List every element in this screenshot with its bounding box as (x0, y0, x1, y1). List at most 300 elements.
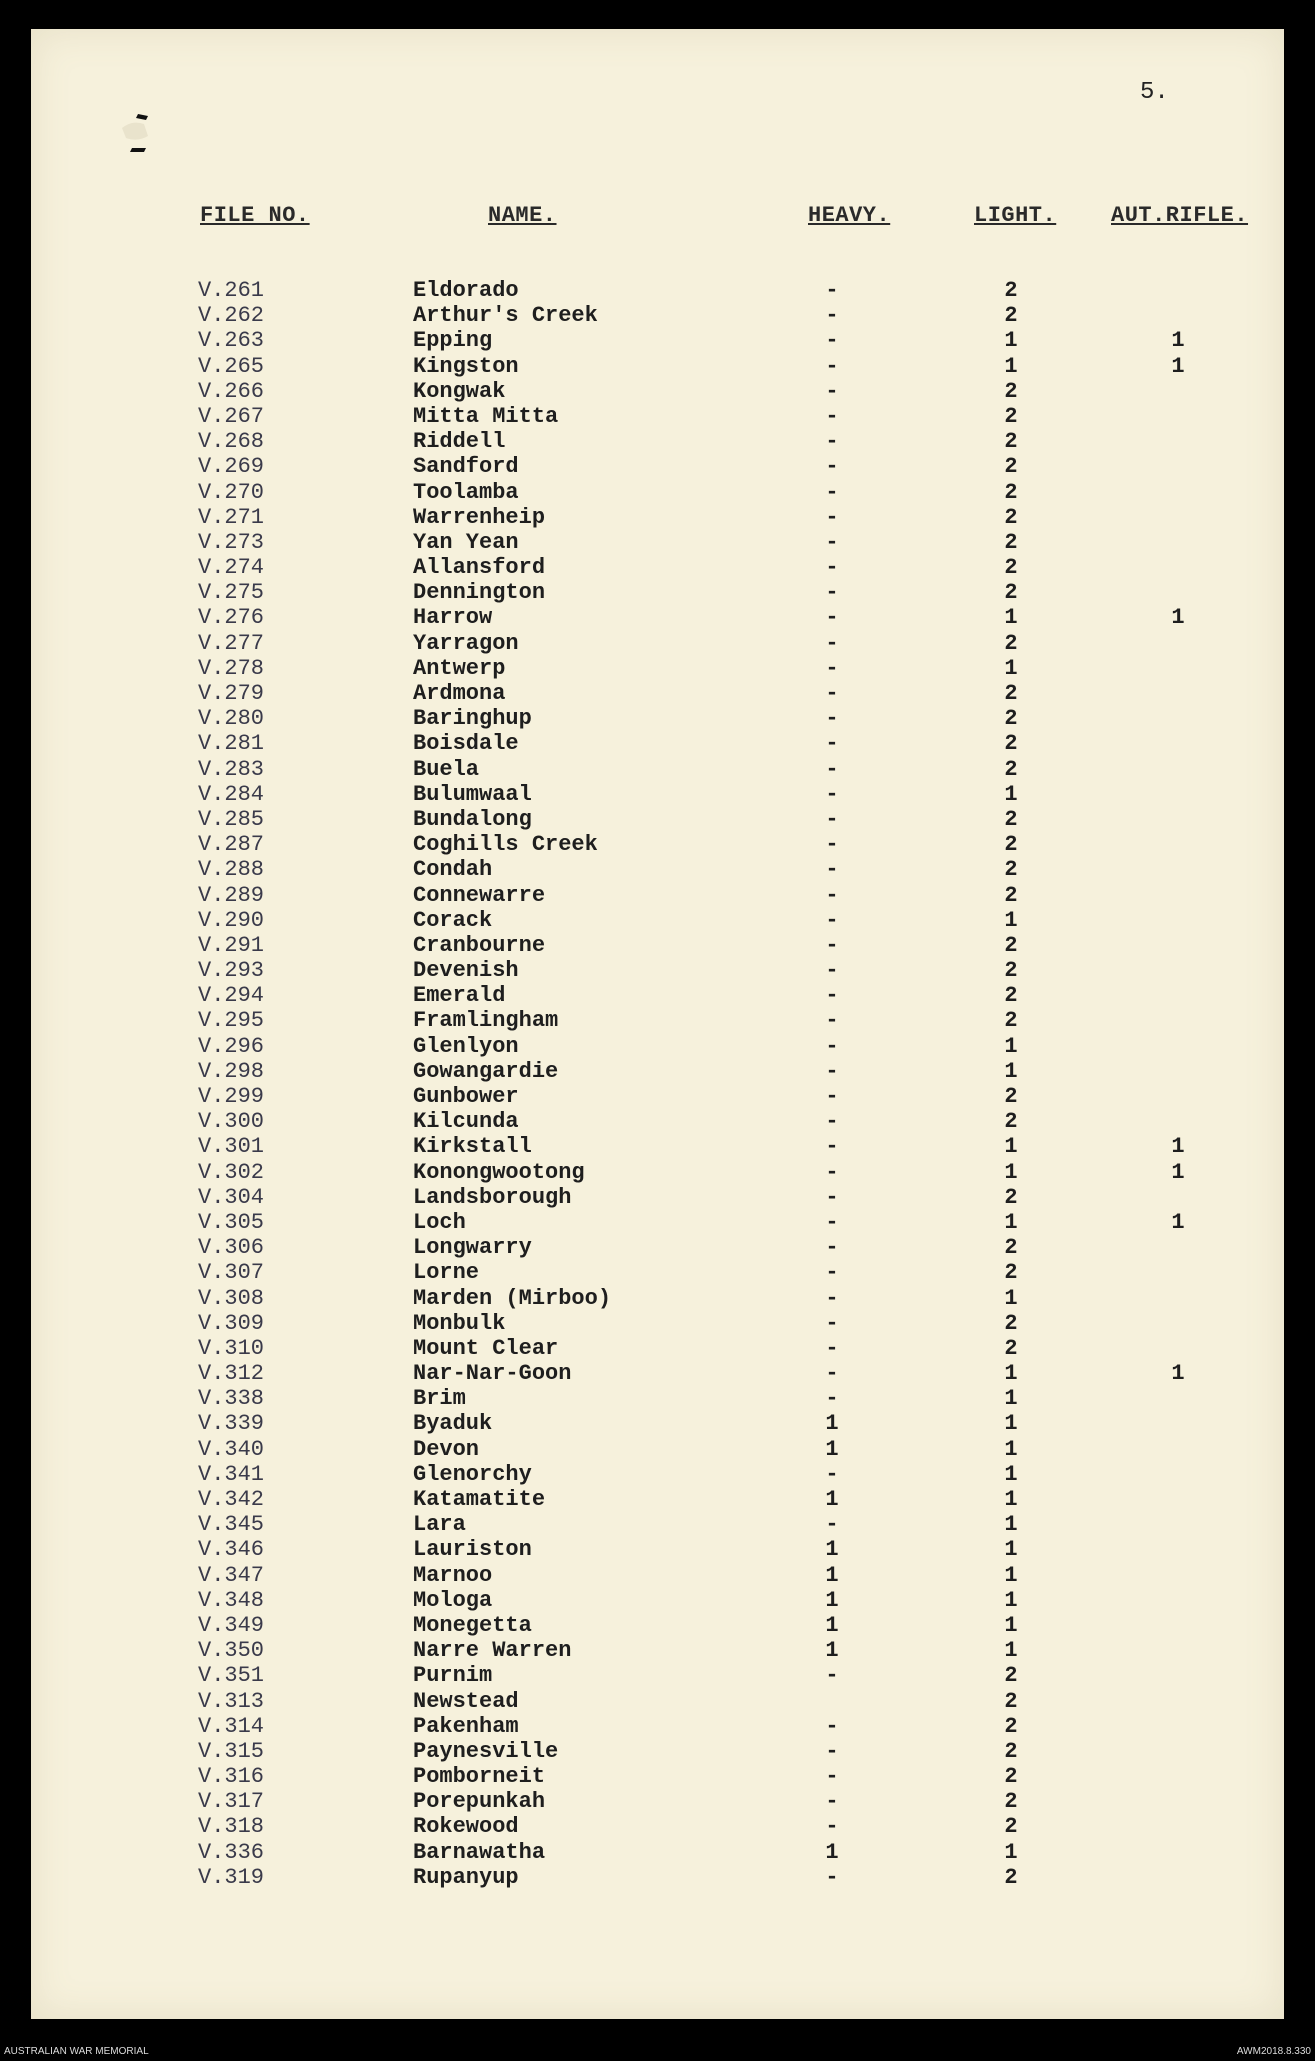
cell-heavy: - (825, 1260, 839, 1286)
cell-file-no: V.300 (198, 1109, 265, 1135)
cell-heavy: - (825, 454, 839, 480)
footer-left: AUSTRALIAN WAR MEMORIAL (4, 2046, 149, 2057)
cell-light: 2 (1004, 882, 1018, 908)
table-row (0, 354, 1315, 379)
cell-file-no: V.294 (198, 983, 265, 1009)
table-row (0, 1865, 1315, 1890)
cell-heavy: 1 (825, 1638, 839, 1664)
cell-file-no: V.348 (198, 1587, 265, 1613)
cell-name: Marden (Mirboo) (413, 1285, 612, 1311)
cell-file-no: V.280 (198, 706, 265, 732)
cell-file-no: V.309 (198, 1310, 265, 1336)
cell-light: 2 (1004, 378, 1018, 404)
cell-file-no: V.350 (198, 1638, 265, 1664)
cell-name: Lara (413, 1512, 466, 1538)
cell-file-no: V.279 (198, 681, 265, 706)
cell-light: 2 (1004, 479, 1018, 505)
table-row (0, 807, 1315, 832)
cell-name: Longwarry (413, 1235, 532, 1261)
cell-heavy: - (825, 1361, 839, 1387)
cell-heavy: 1 (825, 1436, 839, 1462)
cell-light: 1 (1004, 907, 1018, 933)
cell-file-no: V.271 (198, 504, 265, 530)
cell-file-no: V.351 (198, 1663, 265, 1689)
cell-file-no: V.341 (198, 1461, 265, 1487)
cell-file-no: V.336 (198, 1839, 265, 1865)
cell-name: Corack (413, 907, 493, 933)
cell-file-no: V.342 (198, 1487, 265, 1512)
table-row (0, 731, 1315, 756)
table-row (0, 1814, 1315, 1839)
cell-file-no: V.262 (198, 303, 265, 329)
cell-name: Harrow (413, 605, 493, 631)
cell-heavy: - (825, 555, 839, 581)
cell-file-no: V.304 (198, 1184, 265, 1210)
table-row (0, 1386, 1315, 1411)
cell-name: Narre Warren (413, 1638, 572, 1664)
cell-light: 1 (1004, 1537, 1018, 1563)
table-row (0, 278, 1315, 303)
table-row (0, 656, 1315, 681)
cell-file-no: V.263 (198, 328, 265, 354)
cell-file-no: V.313 (198, 1688, 265, 1714)
table-row (0, 1411, 1315, 1436)
cell-name: Marnoo (413, 1562, 493, 1588)
cell-file-no: V.349 (198, 1612, 265, 1638)
table-row (0, 580, 1315, 605)
cell-file-no: V.268 (198, 429, 265, 455)
cell-light: 2 (1004, 731, 1018, 757)
cell-light: 1 (1004, 1612, 1018, 1638)
cell-name: Lorne (413, 1260, 480, 1286)
cell-light: 2 (1004, 1109, 1018, 1135)
table-row (0, 1311, 1315, 1336)
cell-name: Katamatite (413, 1487, 546, 1512)
cell-heavy: 1 (825, 1537, 839, 1563)
cell-light: 1 (1004, 1386, 1018, 1412)
cell-name: Glenorchy (413, 1461, 532, 1487)
punch-hole-mark (118, 112, 162, 168)
cell-file-no: V.306 (198, 1235, 265, 1261)
table-row (0, 303, 1315, 328)
header-name: NAME. (488, 203, 557, 228)
cell-name: Nar-Nar-Goon (413, 1361, 572, 1387)
cell-heavy: - (825, 1864, 839, 1890)
cell-light: 2 (1004, 958, 1018, 984)
cell-file-no: V.307 (198, 1260, 265, 1286)
header-aut-rifle: AUT.RIFLE. (1111, 203, 1249, 228)
cell-light: 2 (1004, 1008, 1018, 1034)
cell-file-no: V.347 (198, 1562, 265, 1588)
cell-file-no: V.284 (198, 781, 265, 807)
cell-file-no: V.277 (198, 630, 265, 656)
cell-name: Landsborough (413, 1184, 572, 1210)
cell-light: 2 (1004, 1764, 1018, 1790)
cell-file-no: V.346 (198, 1537, 265, 1563)
cell-light: 1 (1004, 1033, 1018, 1059)
cell-light: 2 (1004, 504, 1018, 530)
cell-name: Kirkstall (413, 1134, 532, 1160)
cell-light: 2 (1004, 303, 1018, 329)
cell-name: Yan Yean (413, 529, 519, 555)
table-row (0, 1613, 1315, 1638)
table-row (0, 757, 1315, 782)
cell-file-no: V.312 (198, 1361, 265, 1387)
cell-heavy: - (825, 1663, 839, 1689)
header-light: LIGHT. (974, 203, 1057, 228)
header-heavy: HEAVY. (808, 203, 891, 228)
cell-heavy: - (825, 429, 839, 455)
cell-name: Pakenham (413, 1713, 519, 1739)
cell-heavy: - (825, 328, 839, 354)
cell-name: Allansford (413, 555, 546, 581)
cell-aut-rifle: 1 (1171, 1134, 1185, 1160)
cell-file-no: V.295 (198, 1008, 265, 1034)
cell-light: 1 (1004, 605, 1018, 631)
page-number: 5. (1140, 79, 1169, 106)
cell-file-no: V.318 (198, 1814, 265, 1840)
cell-heavy: - (825, 1008, 839, 1034)
cell-name: Cranbourne (413, 932, 546, 958)
cell-heavy: - (825, 403, 839, 429)
cell-light: 2 (1004, 1663, 1018, 1689)
cell-light: 1 (1004, 1562, 1018, 1588)
table-row (0, 958, 1315, 983)
cell-name: Ardmona (413, 681, 506, 706)
cell-name: Coghills Creek (413, 832, 598, 858)
cell-file-no: V.338 (198, 1386, 265, 1412)
cell-aut-rifle: 1 (1171, 605, 1185, 631)
table-row (0, 1789, 1315, 1814)
header-file-no: FILE NO. (200, 203, 310, 228)
cell-heavy: - (825, 857, 839, 883)
cell-aut-rifle: 1 (1171, 1159, 1185, 1185)
cell-name: Barnawatha (413, 1839, 546, 1865)
table-row (0, 379, 1315, 404)
cell-file-no: V.288 (198, 857, 265, 883)
cell-light: 1 (1004, 1512, 1018, 1538)
cell-light: 1 (1004, 1839, 1018, 1865)
table-row (0, 1160, 1315, 1185)
table-row (0, 908, 1315, 933)
cell-name: Bundalong (413, 806, 532, 832)
cell-light: 2 (1004, 756, 1018, 782)
cell-light: 2 (1004, 706, 1018, 732)
cell-name: Antwerp (413, 655, 506, 681)
cell-heavy: - (825, 580, 839, 606)
cell-heavy: 1 (825, 1612, 839, 1638)
cell-heavy: - (825, 1738, 839, 1764)
table-row (0, 681, 1315, 706)
cell-light: 1 (1004, 655, 1018, 681)
cell-light: 2 (1004, 580, 1018, 606)
cell-light: 2 (1004, 1235, 1018, 1261)
table-row (0, 1537, 1315, 1562)
cell-file-no: V.273 (198, 529, 265, 555)
cell-heavy: - (825, 1461, 839, 1487)
cell-light: 2 (1004, 1260, 1018, 1286)
cell-heavy: - (825, 605, 839, 631)
cell-heavy: 1 (825, 1411, 839, 1437)
cell-name: Devenish (413, 958, 519, 984)
cell-light: 2 (1004, 1738, 1018, 1764)
cell-heavy: - (825, 1814, 839, 1840)
table-row (0, 1210, 1315, 1235)
cell-name: Pomborneit (413, 1764, 546, 1790)
cell-heavy: - (825, 1310, 839, 1336)
cell-heavy: - (825, 1285, 839, 1311)
cell-name: Paynesville (413, 1738, 559, 1764)
cell-file-no: V.290 (198, 907, 265, 933)
cell-name: Monegetta (413, 1612, 532, 1638)
cell-name: Purnim (413, 1663, 493, 1689)
cell-heavy: - (825, 1134, 839, 1160)
cell-light: 2 (1004, 1084, 1018, 1109)
cell-file-no: V.274 (198, 555, 265, 581)
cell-heavy: - (825, 806, 839, 832)
cell-heavy: - (825, 832, 839, 858)
cell-name: Condah (413, 857, 493, 883)
table-row (0, 631, 1315, 656)
table-row (0, 1689, 1315, 1714)
cell-light: 1 (1004, 353, 1018, 379)
cell-aut-rifle: 1 (1171, 353, 1185, 379)
cell-heavy: - (825, 1789, 839, 1815)
cell-file-no: V.281 (198, 731, 265, 757)
cell-heavy: - (825, 504, 839, 530)
cell-name: Gowangardie (413, 1058, 559, 1084)
cell-heavy: 1 (825, 1562, 839, 1588)
table-row (0, 1260, 1315, 1285)
table-row (0, 857, 1315, 882)
cell-heavy: - (825, 1058, 839, 1084)
cell-light: 1 (1004, 1436, 1018, 1462)
table-row (0, 1487, 1315, 1512)
table-row (0, 605, 1315, 630)
cell-file-no: V.302 (198, 1159, 265, 1185)
cell-light: 1 (1004, 781, 1018, 807)
cell-light: 2 (1004, 1310, 1018, 1336)
cell-heavy: 1 (825, 1487, 839, 1512)
cell-heavy: - (825, 1184, 839, 1210)
cell-name: Baringhup (413, 706, 532, 732)
cell-file-no: V.291 (198, 932, 265, 958)
cell-name: Connewarre (413, 882, 546, 908)
cell-file-no: V.289 (198, 882, 265, 908)
cell-name: Mologa (413, 1587, 493, 1613)
cell-file-no: V.317 (198, 1789, 265, 1815)
cell-name: Newstead (413, 1688, 519, 1714)
table-row (0, 1286, 1315, 1311)
table-row (0, 1462, 1315, 1487)
cell-name: Kongwak (413, 378, 506, 404)
cell-file-no: V.296 (198, 1033, 265, 1059)
cell-heavy: - (825, 378, 839, 404)
cell-aut-rifle: 1 (1171, 1209, 1185, 1235)
cell-heavy: - (825, 781, 839, 807)
cell-heavy: - (825, 907, 839, 933)
cell-light: 1 (1004, 1285, 1018, 1311)
cell-heavy: - (825, 958, 839, 984)
cell-file-no: V.293 (198, 958, 265, 984)
cell-heavy: - (825, 479, 839, 505)
cell-heavy: - (825, 303, 839, 329)
cell-light: 1 (1004, 1638, 1018, 1664)
cell-name: Kingston (413, 353, 519, 379)
cell-name: Loch (413, 1209, 466, 1235)
cell-heavy: - (825, 529, 839, 555)
cell-heavy: - (825, 1235, 839, 1261)
cell-light: 2 (1004, 1864, 1018, 1890)
cell-name: Yarragon (413, 630, 519, 656)
cell-light: 2 (1004, 932, 1018, 958)
table-row (0, 1739, 1315, 1764)
table-row (0, 555, 1315, 580)
cell-light: 2 (1004, 555, 1018, 581)
cell-heavy: - (825, 681, 839, 706)
cell-heavy: - (825, 706, 839, 732)
cell-heavy: - (825, 655, 839, 681)
cell-name: Warrenheip (413, 504, 546, 530)
cell-heavy: - (825, 1084, 839, 1109)
cell-file-no: V.287 (198, 832, 265, 858)
cell-name: Brim (413, 1386, 466, 1412)
cell-file-no: V.301 (198, 1134, 265, 1160)
cell-name: Rupanyup (413, 1864, 519, 1890)
cell-heavy: - (825, 983, 839, 1009)
cell-name: Lauriston (413, 1537, 532, 1563)
cell-light: 1 (1004, 1461, 1018, 1487)
table-row (0, 1034, 1315, 1059)
table-row (0, 883, 1315, 908)
cell-light: 2 (1004, 1789, 1018, 1815)
table-row (0, 404, 1315, 429)
table-row (0, 1840, 1315, 1865)
cell-light: 2 (1004, 630, 1018, 656)
cell-name: Framlingham (413, 1008, 559, 1034)
cell-name: Buela (413, 756, 480, 782)
table-row (0, 530, 1315, 555)
cell-light: 2 (1004, 429, 1018, 455)
cell-name: Konongwootong (413, 1159, 585, 1185)
cell-file-no: V.285 (198, 806, 265, 832)
cell-file-no: V.270 (198, 479, 265, 505)
cell-light: 1 (1004, 1159, 1018, 1185)
cell-name: Riddell (413, 429, 506, 455)
cell-light: 2 (1004, 403, 1018, 429)
cell-light: 2 (1004, 454, 1018, 480)
cell-name: Glenlyon (413, 1033, 519, 1059)
cell-light: 2 (1004, 1184, 1018, 1210)
cell-light: 1 (1004, 1411, 1018, 1437)
cell-file-no: V.261 (198, 278, 265, 303)
cell-file-no: V.265 (198, 353, 265, 379)
cell-file-no: V.276 (198, 605, 265, 631)
table-row (0, 1084, 1315, 1109)
cell-light: 2 (1004, 1335, 1018, 1361)
cell-file-no: V.316 (198, 1764, 265, 1790)
table-row (0, 1361, 1315, 1386)
table-row (0, 706, 1315, 731)
cell-light: 1 (1004, 1058, 1018, 1084)
table-row (0, 1008, 1315, 1033)
cell-file-no: V.310 (198, 1335, 265, 1361)
cell-light: 2 (1004, 681, 1018, 706)
footer-right: AWM2018.8.330 (1236, 2046, 1311, 2057)
table-row (0, 1663, 1315, 1688)
cell-file-no: V.278 (198, 655, 265, 681)
cell-name: Porepunkah (413, 1789, 546, 1815)
cell-heavy: - (825, 1512, 839, 1538)
cell-light: 1 (1004, 328, 1018, 354)
cell-file-no: V.319 (198, 1864, 265, 1890)
cell-light: 2 (1004, 1814, 1018, 1840)
cell-file-no: V.339 (198, 1411, 265, 1437)
table-row (0, 933, 1315, 958)
table-row (0, 1109, 1315, 1134)
cell-light: 2 (1004, 983, 1018, 1009)
table-row (0, 1512, 1315, 1537)
cell-name: Byaduk (413, 1411, 493, 1437)
cell-name: Toolamba (413, 479, 519, 505)
cell-name: Monbulk (413, 1310, 506, 1336)
table-row (0, 1563, 1315, 1588)
table-row (0, 1714, 1315, 1739)
cell-heavy: - (825, 630, 839, 656)
table-row (0, 505, 1315, 530)
cell-heavy: - (825, 1209, 839, 1235)
cell-name: Gunbower (413, 1084, 519, 1109)
cell-name: Mitta Mitta (413, 403, 559, 429)
cell-name: Eldorado (413, 278, 519, 303)
table-row (0, 1588, 1315, 1613)
cell-name: Epping (413, 328, 493, 354)
cell-heavy: - (825, 731, 839, 757)
cell-name: Devon (413, 1436, 480, 1462)
cell-file-no: V.283 (198, 756, 265, 782)
cell-heavy: - (825, 932, 839, 958)
cell-heavy: - (825, 1159, 839, 1185)
cell-name: Sandford (413, 454, 519, 480)
cell-light: 2 (1004, 832, 1018, 858)
cell-aut-rifle: 1 (1171, 1361, 1185, 1387)
cell-file-no: V.345 (198, 1512, 265, 1538)
table-row (0, 832, 1315, 857)
cell-file-no: V.308 (198, 1285, 265, 1311)
cell-file-no: V.305 (198, 1209, 265, 1235)
cell-file-no: V.298 (198, 1058, 265, 1084)
cell-name: Rokewood (413, 1814, 519, 1840)
table-row (0, 454, 1315, 479)
cell-name: Bulumwaal (413, 781, 532, 807)
cell-heavy: - (825, 1764, 839, 1790)
cell-heavy: - (825, 882, 839, 908)
table-row (0, 1134, 1315, 1159)
cell-aut-rifle: 1 (1171, 328, 1185, 354)
table-row (0, 328, 1315, 353)
table-row (0, 1638, 1315, 1663)
cell-light: 2 (1004, 278, 1018, 303)
table-row (0, 983, 1315, 1008)
table-row (0, 429, 1315, 454)
cell-light: 2 (1004, 806, 1018, 832)
cell-file-no: V.266 (198, 378, 265, 404)
cell-name: Boisdale (413, 731, 519, 757)
cell-heavy: - (825, 353, 839, 379)
cell-name: Dennington (413, 580, 546, 606)
cell-light: 1 (1004, 1209, 1018, 1235)
cell-file-no: V.269 (198, 454, 265, 480)
